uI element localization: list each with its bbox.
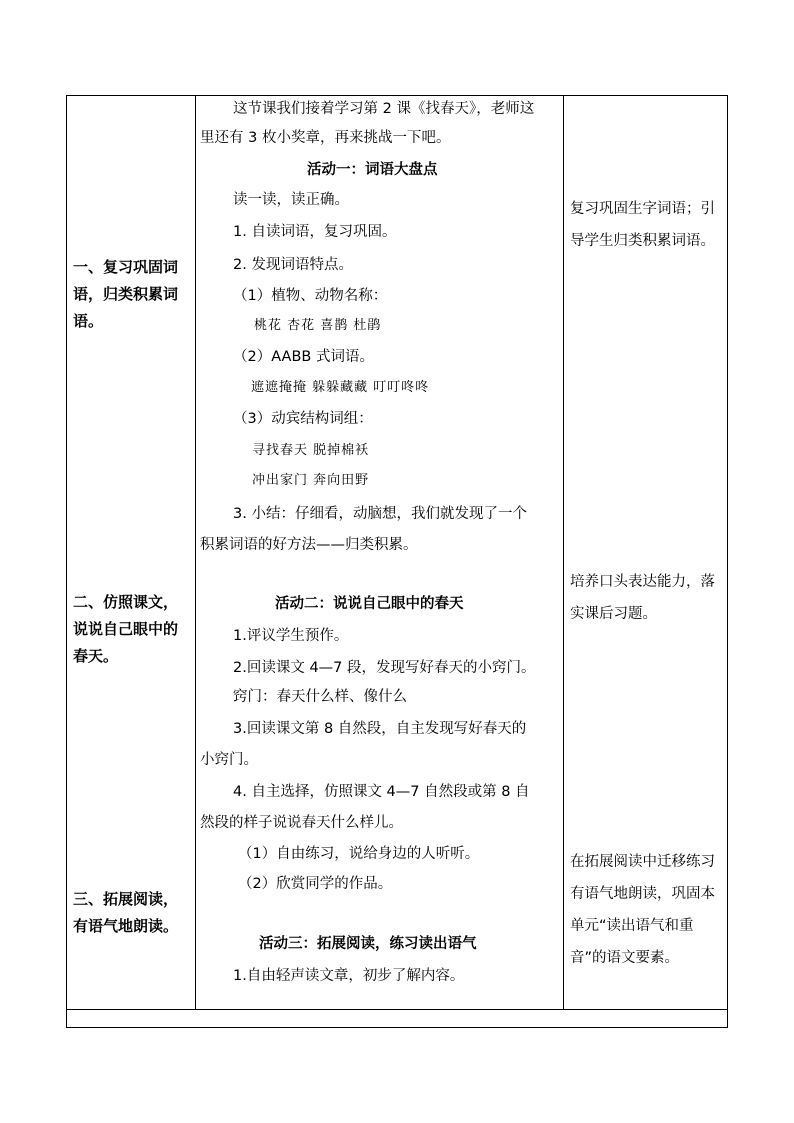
intro-line-1: 这节课我们接着学习第 2 课《找春天》，老师这 [233,101,535,117]
table-left-border [66,95,67,1028]
activity-1-category-3: （3）动宾结构词组： [233,411,373,427]
stage-3-title: 三、拓展阅读，有语气地朗读。 [73,890,179,935]
activity-1-summary-2: 积累词语的好方法——归类积累。 [200,537,418,553]
activity-1-category-1-words: 桃花 杏花 喜鹊 杜鹃 [254,318,382,333]
activity-1-step-2: 2. 发现词语特点。 [233,257,353,273]
activity-1-read: 读一读，读正确。 [233,192,349,208]
goal-3-text: 在拓展阅读中迁移练习有语气地朗读，巩固本单元“读出语气和重音”的语文要素。 [570,854,715,966]
activity-2-tip: 窍门：春天什么样、像什么 [233,689,407,705]
activity-1-category-1: （1）植物、动物名称： [233,288,388,304]
intro-line-2: 里还有 3 枚小奖章，再来挑战一下吧。 [200,130,451,146]
stage-2-title: 二、仿照课文，说说自己眼中的春天。 [73,593,179,665]
activity-1-category-3-words-2: 冲出家门 奔向田野 [252,473,370,488]
column-divider-2 [563,95,564,1009]
table-top-border [66,95,728,96]
activity-3-title: 活动三：拓展阅读，练习读出语气 [259,936,477,952]
activity-2-step-4-line-2: 然段的样子说说春天什么样儿。 [200,815,403,831]
column-divider-1 [195,95,196,1009]
table-bottom-border [66,1027,728,1028]
activity-2-step-3-line-2: 小窍门。 [200,752,258,768]
table-right-border [727,95,728,1028]
activity-2-step-4-a: （1）自由练习，说给身边的人听听。 [238,846,480,862]
row-divider [66,1009,728,1010]
activity-1-step-1: 1. 自读词语，复习巩固。 [233,224,397,240]
activity-2-step-2: 2.回读课文 4—7 段，发现写好春天的小窍门。 [233,660,536,676]
goal-2-text: 培养口头表达能力，落实课后习题。 [570,574,715,622]
stage-1-title: 一、复习巩固词语，归类积累词语。 [73,258,179,330]
activity-1-category-3-words-1: 寻找春天 脱掉棉袄 [252,443,370,458]
activity-1-summary-1: 3. 小结：仔细看，动脑想，我们就发现了一个 [233,506,527,522]
activity-2-title: 活动二：说说自己眼中的春天 [275,596,464,612]
activity-3-step-1: 1.自由轻声读文章，初步了解内容。 [233,968,465,984]
activity-2-step-1: 1.评议学生预作。 [233,628,349,644]
activity-1-title: 活动一：词语大盘点 [307,162,438,178]
activity-2-step-3-line-1: 3.回读课文第 8 自然段，自主发现写好春天的 [233,721,527,737]
activity-2-step-4-b: （2）欣赏同学的作品。 [238,876,393,892]
activity-1-category-2: （2）AABB 式词语。 [233,349,374,365]
activity-1-category-2-words: 遮遮掩掩 躲躲藏藏 叮叮咚咚 [251,380,430,395]
activity-2-step-4-line-1: 4. 自主选择，仿照课文 4—7 自然段或第 8 自 [233,784,530,800]
goal-1-text: 复习巩固生字词语；引导学生归类积累词语。 [570,201,715,249]
